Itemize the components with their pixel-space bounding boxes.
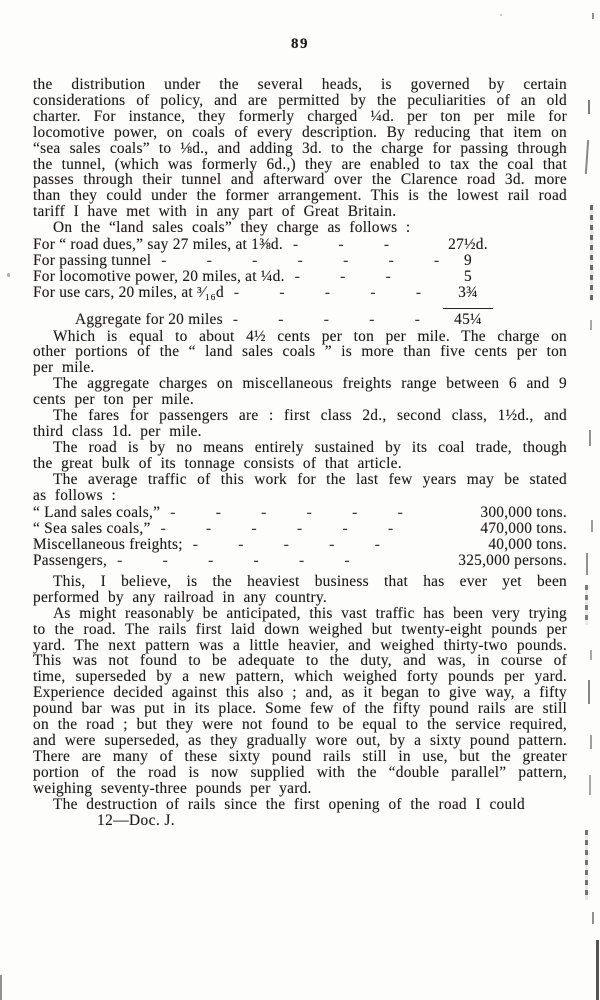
charge-value: 3¾ [458, 284, 478, 302]
binding-artifact [590, 205, 593, 301]
binding-artifact [590, 650, 592, 660]
table-row [33, 537, 567, 553]
total-label: Aggregate for 20 miles [75, 311, 223, 329]
paragraph-heaviest-business: This, I believe, is the heaviest business that has ever yet been performed by any railroad in any country. [33, 572, 567, 606]
binding-artifact [589, 775, 591, 795]
traffic-label: “ Sea sales coals,” [33, 519, 151, 537]
traffic-label: Passengers, [33, 551, 108, 569]
charge-label: For passing tunnel [33, 252, 152, 270]
binding-artifact [591, 520, 593, 532]
traffic-value: 40,000 tons. [488, 535, 567, 553]
table-row [33, 253, 567, 269]
ink-speck [188, 86, 190, 88]
leader-dashes: - - - - - [233, 285, 422, 302]
ink-speck [500, 14, 502, 16]
table-row [33, 237, 567, 253]
traffic-value: 325,000 persons. [458, 551, 567, 569]
table-row [33, 521, 567, 537]
total-value: 45¼ [454, 311, 482, 329]
leader-dashes: - - - [294, 269, 392, 286]
doc-signature: 12—Doc. J. [97, 812, 175, 830]
table-row [33, 553, 567, 569]
traffic-label: Miscellaneous freights; [33, 535, 183, 553]
charge-value: 9 [464, 252, 472, 270]
leader-dashes: - - - - - [192, 536, 381, 553]
paragraph-tariff-policy: the distribution under the several heads, is governed by certain considerations of policy, and are permitted by the peculiarities of an old charter. For instance, they formerly charged ¼d. per ton per mile for locomotive power, on coals of every description. By reducing that item on “sea sales coals” to ⅛d., and adding 3d. to the charge for passing through the tunnel, (which was formerly 6d.,) they are enabled to tax the coal that passes through their tunnel and afterward over the Clarence road 3d. more than they could under the former arrangement. This is the lowest rail road tariff I have met with in any part of Great Britain. [33, 76, 567, 221]
paragraph-average-traffic: The average traffic of this work for the last few years may be stated as follows : [33, 470, 567, 504]
binding-artifact [592, 912, 594, 924]
leader-dashes: - - - - - - [160, 520, 394, 537]
traffic-value: 300,000 tons. [480, 503, 567, 521]
binding-artifact [586, 553, 588, 575]
table-row [33, 285, 567, 301]
paragraph-rail-destruction: The destruction of rails since the first opening of the road I could [53, 795, 525, 813]
leader-dashes: - - - - - - [170, 504, 403, 521]
binding-artifact [590, 320, 592, 330]
binding-artifact [0, 975, 2, 1000]
charge-label: For use cars, 20 miles, at ³⁄₁₆d [33, 284, 224, 302]
paragraph-passenger-fares: The fares for passengers are : first class 2d., second class, 1½d., and third class 1d. per mile. [33, 407, 567, 440]
binding-artifact [589, 430, 591, 446]
charge-label: For “ road dues,” say 27 miles, at 1⅜d. [33, 236, 283, 254]
sum-rule-row [33, 308, 567, 309]
leader-dashes: - - - [292, 237, 390, 254]
paragraph-rail-patterns: As might reasonably be anticipated, this vast traffic has been very trying to the road. The rails first laid down weighed but twenty-eight pounds per yard. The next pattern was a little heavier, and weighed thirty-two pounds. This was not found to be adequate to the duty, and was, in course of time, superseded by a new pattern, which weighed forty pounds per yard. Experience decided against this also ; and, as it began to give way, a fifty pound bar was put in its place. Some few of the fifty pound rails are still on the road ; but they were not found to be equal to the service required, and were superseded, as they gradually wore out, by a sixty pound pattern. There are many of these sixty pound rails still in use, but the greater portion of the road is now supplied with the “double parallel” pattern, weighing seventy-three pounds per yard. [33, 604, 567, 797]
charge-value: 5 [464, 268, 472, 286]
binding-artifact [588, 680, 590, 704]
paragraph-coal-trade: The road is by no means entirely sustained by its coal trade, though the great bulk of its tonnage consists of that article. [33, 438, 567, 472]
binding-artifact [596, 940, 599, 1000]
charge-value: 27½d. [448, 236, 488, 254]
paragraph-land-sales-intro: On the “land sales coals” they charge as follows : [53, 219, 411, 237]
table-row [33, 505, 567, 521]
binding-artifact [592, 13, 594, 19]
paragraph-misc-freights: The aggregate charges on miscellaneous freights range between 6 and 9 cents per ton per mile. [33, 375, 567, 409]
binding-artifact [585, 585, 588, 625]
charge-label: For locomotive power, 20 miles, at ¼d. [33, 268, 285, 286]
leader-dashes: - - - - - - - [161, 253, 439, 270]
traffic-label: “ Land sales coals,” [33, 503, 161, 521]
traffic-value: 470,000 tons. [480, 519, 567, 537]
page-number: 89 [291, 36, 309, 52]
binding-artifact [585, 830, 588, 900]
binding-artifact [588, 100, 590, 114]
traffic-table [33, 505, 567, 569]
paragraph-cents-per-mile: Which is equal to about 4½ cents per ton per mile. The charge on other portions of the “ land sales coals ” is more than five cents per ton per mile. [33, 327, 567, 377]
binding-artifact [590, 735, 592, 749]
leader-dashes: - - - - - - [117, 552, 350, 569]
ink-speck [7, 273, 10, 277]
table-row [33, 269, 567, 285]
charges-table [33, 237, 567, 328]
leader-dashes: - - - - - [232, 312, 421, 329]
table-total-row [33, 312, 567, 328]
sum-rule [443, 308, 493, 309]
